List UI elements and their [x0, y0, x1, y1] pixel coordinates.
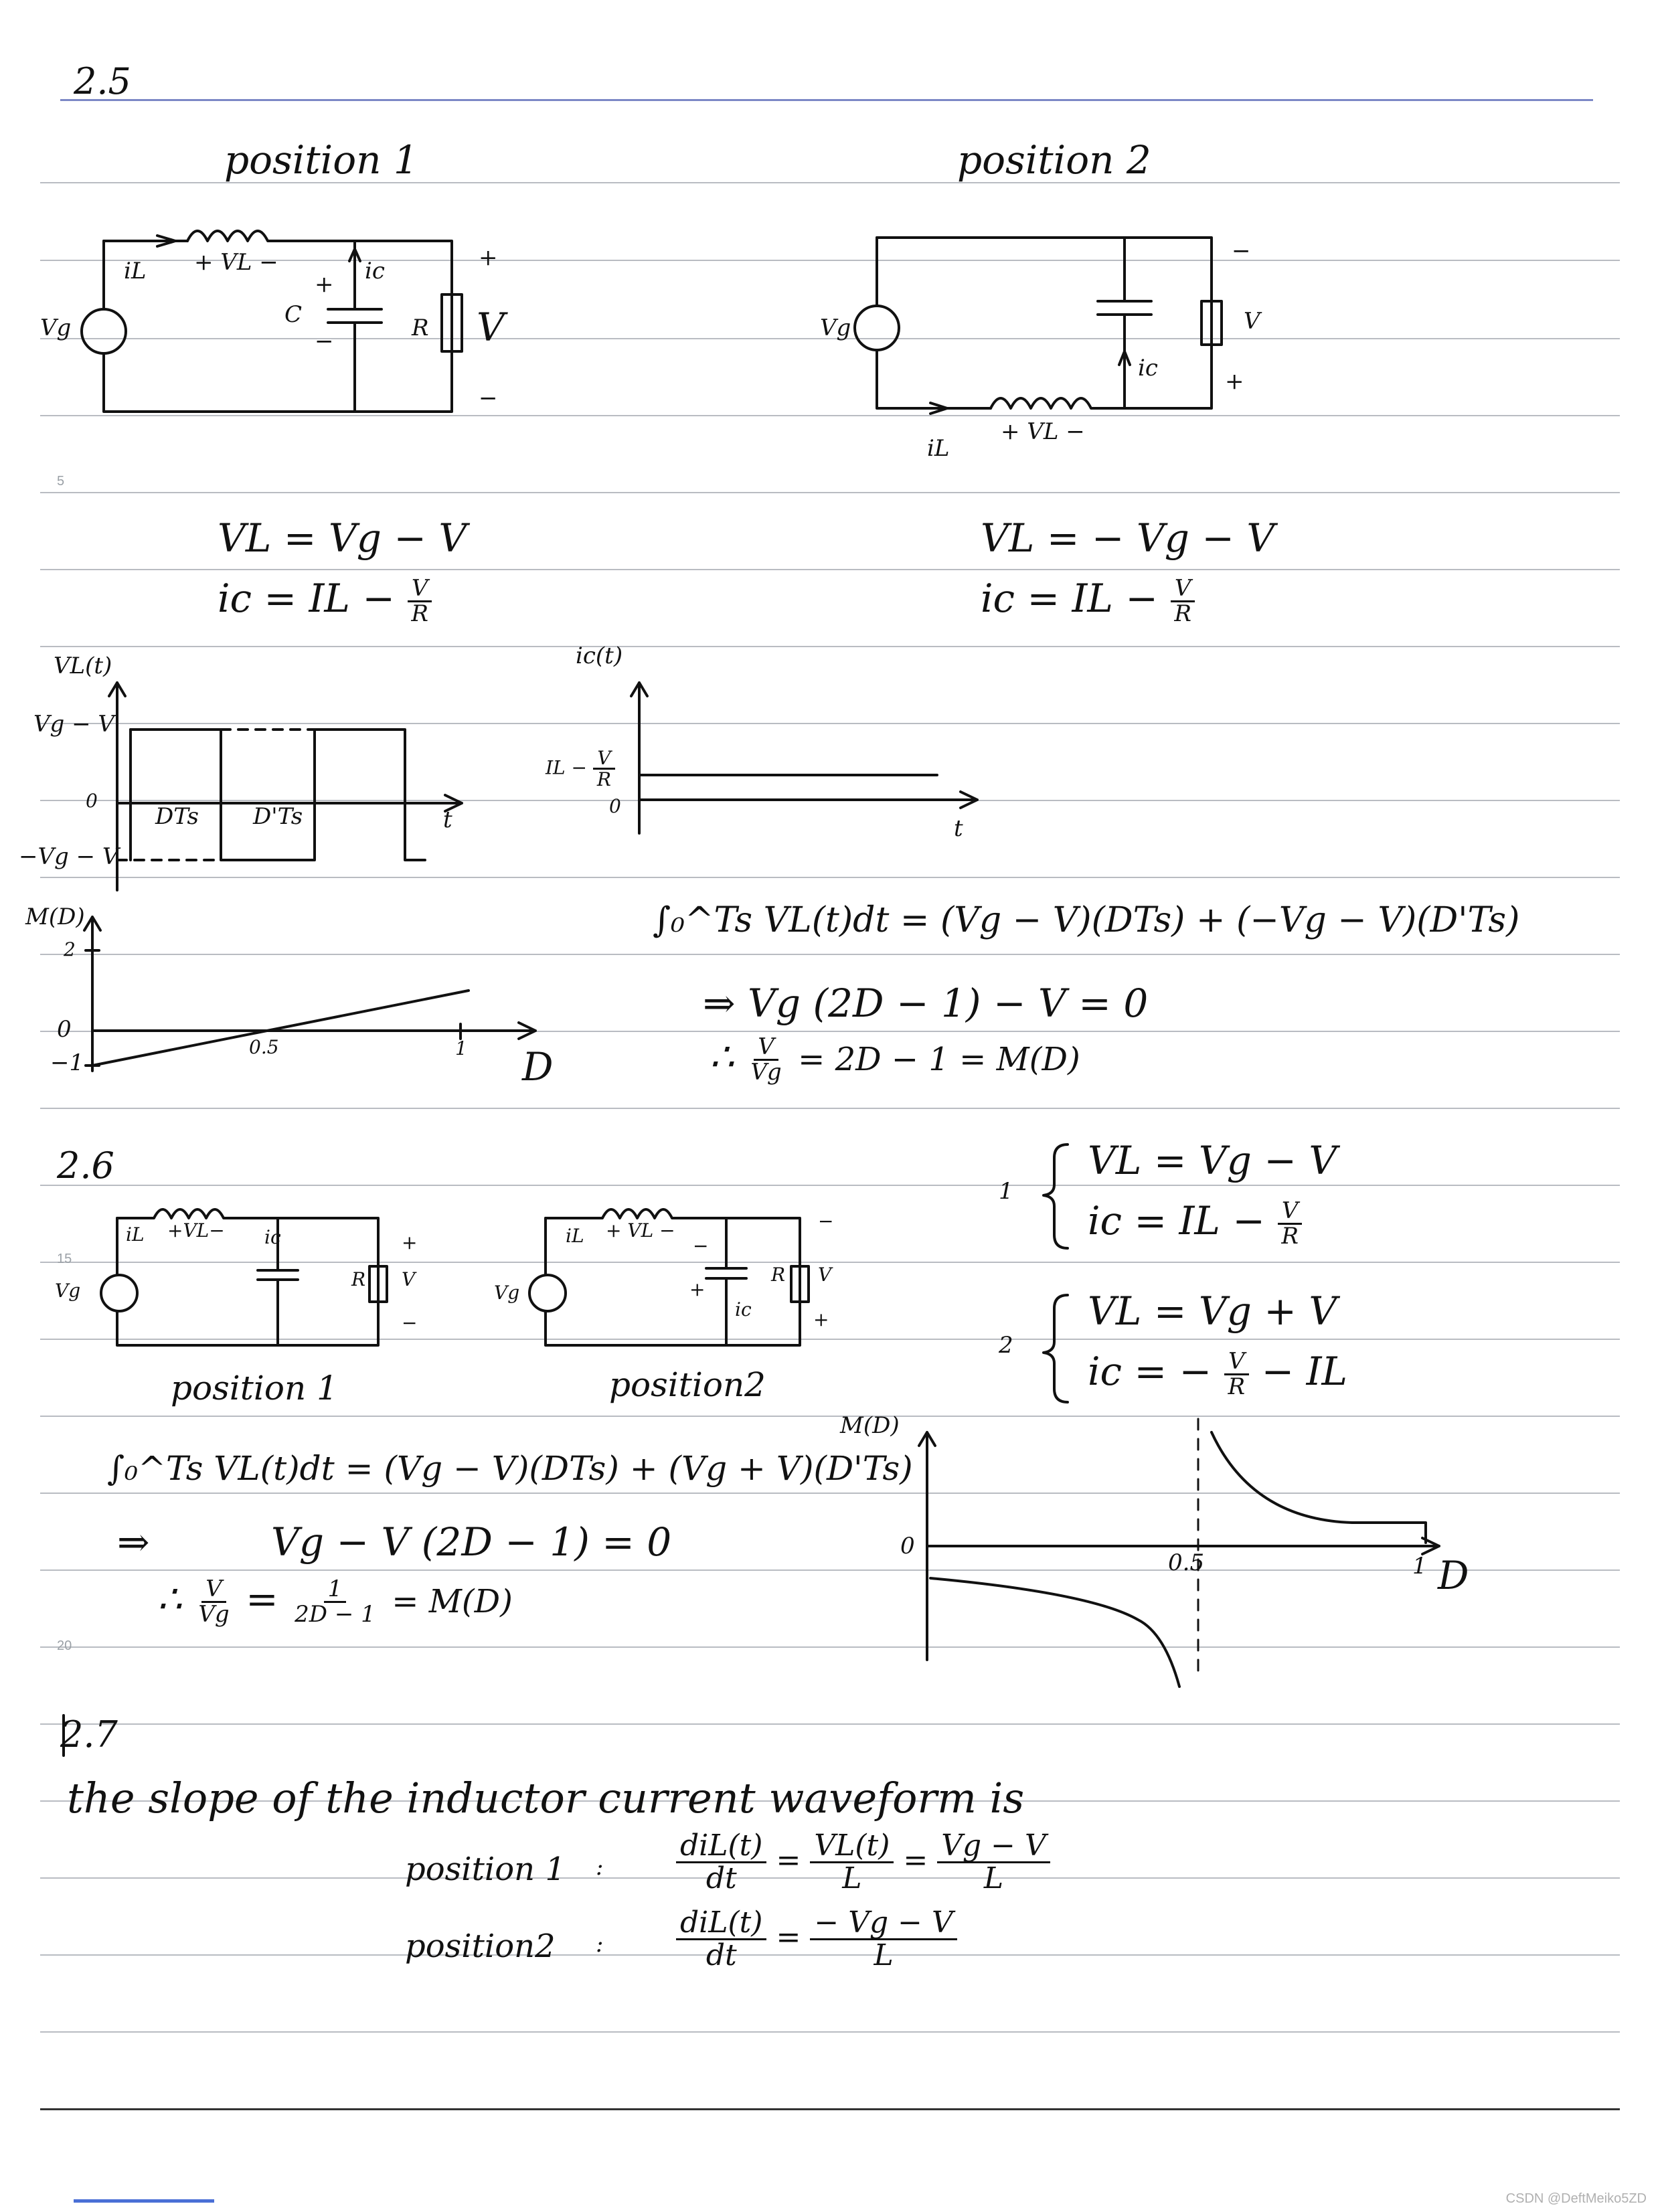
heading-position-1: position 1 [224, 137, 418, 183]
fraction-v-over-r: $\frac{V}{R}$ [407, 577, 432, 626]
label-v-plus: + [1225, 368, 1244, 395]
fraction-1-over-2d-1: $\frac{1}{2D - 1}$ [295, 1575, 376, 1628]
fraction-v-over-vg: $\frac{V}{Vg}$ [750, 1033, 782, 1086]
fraction-dil-dt: $\frac{\text{diL(t)}}{dt}$ [676, 1907, 766, 1971]
label-capacitor-c: C [284, 301, 303, 328]
vl-waveform-graph [109, 683, 462, 890]
case-2-tag: 2 [999, 1332, 1013, 1359]
md-graph-2-6-xlabel: D [1438, 1553, 1469, 1598]
case-brace [1044, 1295, 1068, 1402]
label-ic: ic [1138, 355, 1158, 381]
ic-graph-ylabel: ic(t) [576, 643, 623, 669]
vl-waveform-line [131, 730, 425, 860]
md-curve-positive [1212, 1432, 1426, 1543]
label-output-v: V [402, 1268, 416, 1290]
ic-waveform-graph [631, 683, 977, 833]
md-graph-2-5 [84, 917, 535, 1071]
md-graph-y-top: 2 [64, 938, 76, 960]
case-1-vl: VL = Vg − V [1088, 1138, 1337, 1183]
md-graph-2-6-x-mid: 0.5 [1168, 1549, 1205, 1576]
capacitor-symbol [706, 1218, 746, 1345]
x-axis [92, 1023, 535, 1039]
ic-graph-level: IL − $\frac{V}{R}$ [546, 748, 615, 790]
colon: : [596, 1854, 604, 1881]
section-number-2-6: 2.6 [57, 1144, 114, 1187]
inductor-symbol [991, 398, 1125, 408]
capacitor-symbol [1098, 238, 1151, 408]
md-graph-y-bottom: −1 [50, 1049, 84, 1076]
voltage-source-symbol [101, 1275, 137, 1311]
label-v-minus: − [818, 1210, 834, 1232]
y-axis [84, 917, 100, 1071]
y-axis [631, 683, 647, 833]
md-curve-negative [930, 1578, 1179, 1687]
result-2-6: ∴ $\frac{V}{Vg}$ = $\frac{1}{2D - 1}$ = M(D) [157, 1575, 513, 1628]
slope-position-1-eq: $\frac{\text{diL(t)}}{dt}$ = $\frac{VL(t)}{L}$ = $\frac{Vg - V}{L}$ [676, 1831, 1050, 1894]
label-vl: + VL − [606, 1219, 675, 1242]
label-cap-plus: + [689, 1278, 706, 1300]
label-resistor-r: R [351, 1268, 366, 1290]
md-graph-y-zero: 0 [57, 1016, 72, 1043]
case-1-ic: ic = IL − $\frac{V}{R}$ [1088, 1198, 1303, 1249]
label-il: iL [566, 1225, 584, 1247]
inductor-symbol [546, 1209, 676, 1218]
voltage-source-symbol [82, 309, 126, 353]
md-graph-2-6-zero: 0 [900, 1533, 915, 1559]
label-source-vg: Vg [55, 1280, 81, 1302]
section-number-2-7: 2.7 [60, 1713, 118, 1756]
label-il: iL [124, 258, 147, 284]
md-graph-ylabel: M(D) [25, 904, 85, 930]
case-brace [1044, 1144, 1068, 1248]
watermark: CSDN @DeftMeiko5ZD [1505, 2191, 1647, 2206]
label-vl: + VL − [194, 249, 278, 276]
label-source-vg: Vg [820, 315, 851, 341]
line-number: 5 [57, 474, 65, 489]
label-output-v: V [1244, 308, 1260, 335]
case-2-ic: ic = − $\frac{V}{R}$ − IL [1088, 1347, 1348, 1401]
x-axis [639, 792, 977, 808]
label-output-v: V [818, 1264, 832, 1286]
vl-graph-dprime-ts: D'Ts [253, 803, 303, 830]
fraction-vg-minus-v-over-l: $\frac{Vg - V}{L}$ [937, 1831, 1050, 1894]
vl-graph-xlabel: t [443, 806, 452, 833]
eq-vl-position-1: VL = Vg − V [218, 515, 467, 561]
fraction-dil-dt: $\frac{\text{diL(t)}}{dt}$ [676, 1831, 766, 1894]
case-2-vl: VL = Vg + V [1088, 1288, 1337, 1334]
implies-2-5: ⇒ Vg (2D − 1) − V = 0 [703, 981, 1149, 1026]
fraction-v-over-r: $\frac{V}{R}$ [1277, 1199, 1303, 1249]
label-resistor-r: R [412, 315, 429, 341]
notebook-brand-mark [74, 2199, 214, 2212]
label-v-minus: − [479, 385, 498, 412]
md-graph-xlabel: D [522, 1044, 554, 1090]
implies-2-6: Vg − V (2D − 1) = 0 [271, 1519, 672, 1565]
slope-position-2-label: position2 [405, 1928, 556, 1965]
label-position-1-2-6: position 1 [171, 1369, 338, 1408]
inductor-symbol [187, 231, 298, 241]
label-cap-plus: + [315, 271, 334, 298]
slope-sentence: the slope of the inductor current waveform is [67, 1774, 1025, 1822]
circuit-wire [877, 238, 991, 408]
label-resistor-r: R [771, 1264, 786, 1286]
colon: : [596, 1931, 604, 1958]
inductor-symbol [117, 1209, 228, 1218]
fraction-neg-vg-minus-v-over-l: $\frac{- Vg - V}{L}$ [810, 1907, 957, 1971]
vl-graph-top-level: Vg − V [33, 711, 114, 738]
md-graph-x-end: 1 [455, 1037, 467, 1059]
eq-ic-position-2 [981, 576, 1195, 626]
eq-ic-lhs: ic = IL − [981, 576, 1158, 621]
vl-graph-bottom-level: −Vg − V [19, 843, 119, 870]
md-graph-2-6-ylabel: M(D) [840, 1412, 900, 1439]
ic-graph-xlabel: t [954, 815, 963, 842]
md-graph-2-6-x-end: 1 [1412, 1553, 1427, 1580]
label-source-vg: Vg [494, 1282, 520, 1304]
eq-vl-position-2: VL = − Vg − V [981, 515, 1275, 561]
md-line [92, 991, 469, 1066]
fraction-vl-over-l: $\frac{VL(t)}{L}$ [810, 1831, 894, 1894]
result-2-5: ∴ $\frac{V}{Vg}$ = 2D − 1 = M(D) [710, 1033, 1080, 1086]
label-ic: ic [735, 1298, 752, 1321]
label-ic: ic [365, 258, 385, 284]
label-vl: +VL− [167, 1219, 225, 1242]
label-v-plus: + [813, 1308, 829, 1331]
label-cap-minus: − [315, 328, 334, 355]
fraction-v-over-vg: $\frac{V}{Vg}$ [198, 1575, 230, 1628]
label-output-v: V [477, 305, 505, 350]
integral-2-5: ∫₀^Ts VL(t)dt = (Vg − V)(DTs) + (−Vg − V)(D'Ts) [653, 900, 1520, 940]
circuit-wire [117, 1218, 378, 1345]
voltage-source-symbol [529, 1275, 566, 1311]
fraction-v-over-r: $\frac{V}{R}$ [593, 748, 615, 790]
case-1-tag: 1 [999, 1178, 1013, 1205]
line-number: 15 [57, 1252, 72, 1266]
fraction-v-over-r: $\frac{V}{R}$ [1224, 1350, 1250, 1399]
ic-graph-zero: 0 [609, 795, 621, 817]
label-il: iL [927, 435, 950, 462]
eq-ic-position-1 [218, 576, 432, 626]
vl-graph-ylabel: VL(t) [54, 653, 112, 679]
md-graph-x-mid: 0.5 [249, 1036, 279, 1058]
label-source-vg: Vg [40, 315, 72, 341]
label-vl: + VL − [1001, 418, 1085, 445]
vl-graph-zero: 0 [86, 790, 98, 812]
slope-position-2-eq: $\frac{\text{diL(t)}}{dt}$ = $\frac{- Vg - V}{L}$ [676, 1907, 957, 1971]
vl-graph-dts: DTs [155, 803, 199, 830]
slope-position-1-label: position 1 [405, 1851, 566, 1888]
label-v-plus: + [479, 244, 498, 271]
integral-2-6: ∫₀^Ts VL(t)dt = (Vg − V)(DTs) + (Vg + V)(D'Ts) [107, 1449, 913, 1488]
label-il: iL [126, 1223, 145, 1246]
heading-position-2: position 2 [957, 137, 1151, 183]
implies-symbol-2-6: ⇒ [117, 1519, 150, 1565]
label-cap-minus: − [693, 1235, 709, 1257]
label-v-minus: − [402, 1312, 418, 1334]
voltage-source-symbol [855, 306, 899, 350]
line-number: 20 [57, 1638, 72, 1653]
eq-ic-lhs: ic = IL − [218, 576, 395, 621]
section-number-2-5: 2.5 [74, 60, 131, 102]
fraction-v-over-r: $\frac{V}{R}$ [1170, 577, 1195, 626]
label-ic: ic [264, 1226, 281, 1248]
circuit-2-5-position-2 [855, 238, 1222, 414]
label-v-minus: − [1232, 238, 1251, 264]
label-v-plus: + [402, 1231, 418, 1254]
label-position-2-2-6: position2 [609, 1365, 766, 1404]
circuit-wire [877, 238, 1212, 408]
